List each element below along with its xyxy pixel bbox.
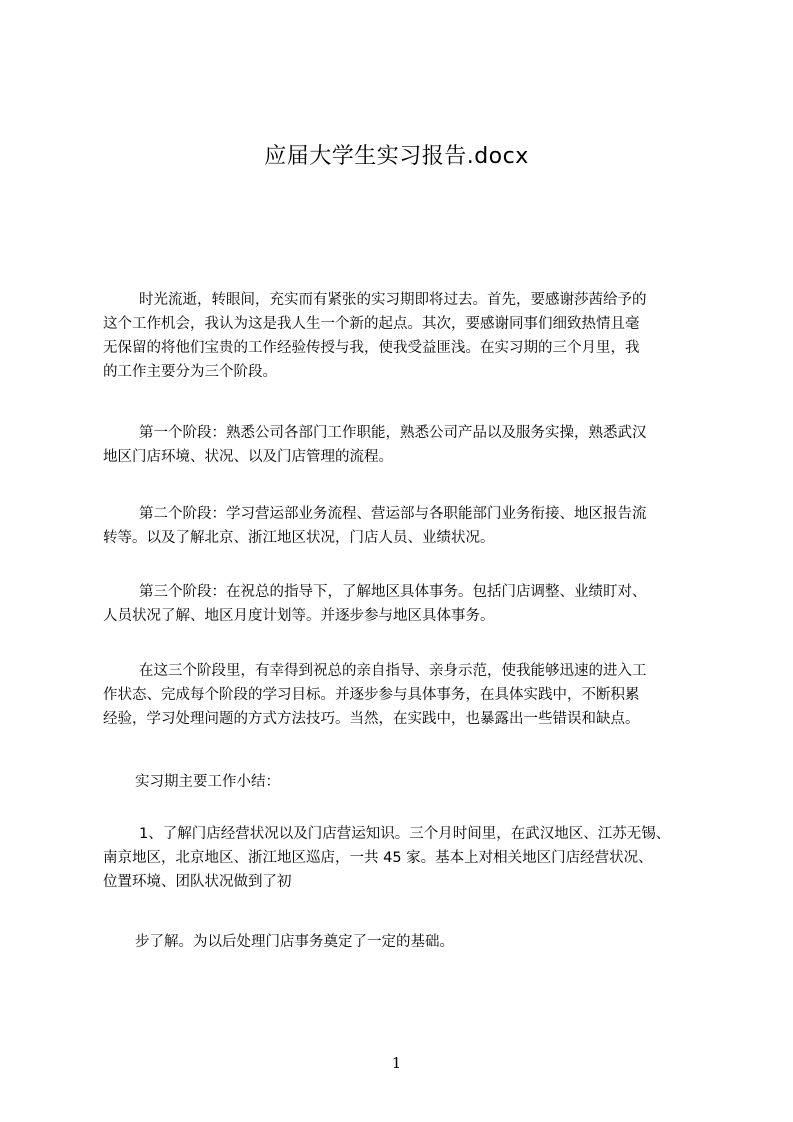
paragraph-stage-one <box>103 421 703 469</box>
document-title: 应届大学生实习报告.docx <box>264 144 529 169</box>
paragraph-intro <box>103 288 703 384</box>
paragraph-summary-stages <box>103 659 703 731</box>
paragraph-item-one <box>103 822 703 894</box>
paragraph-line: 在这三个阶段里，有幸得到祝总的亲自指导、亲身示范，使我能够迅速的进入工 <box>139 663 647 679</box>
paragraph-line: 的工作主要分为三个阶段。 <box>103 364 277 380</box>
paragraph-line: 作状态、完成每个阶段的学习目标。并逐步参与具体事务，在具体实践中，不断积累 <box>103 687 640 703</box>
paragraph-line: 第三个阶段：在祝总的指导下，了解地区具体事务。包括门店调整、业绩盯对、 <box>139 584 647 600</box>
paragraph-line: 位置环境、团队状况做到了初 <box>103 874 292 890</box>
paragraph-line: 时光流逝，转眼间，充实而有紧张的实习期即将过去。首先，要感谢莎茜给予的 <box>139 292 647 308</box>
paragraph-line: 实习期主要工作小结： <box>135 774 280 790</box>
paragraph-line: 第一个阶段：熟悉公司各部门工作职能，熟悉公司产品以及服务实操，熟悉武汉 <box>139 425 647 441</box>
paragraph-line: 地区门店环境、状况、以及门店管理的流程。 <box>103 449 393 465</box>
page-number: 1 <box>391 1054 402 1072</box>
paragraph-line: 这个工作机会，我认为这是我人生一个新的起点。其次，要感谢同事们细致热情且毫 <box>103 316 640 332</box>
paragraph-line: 第二个阶段：学习营运部业务流程、营运部与各职能部门业务衔接、地区报告流 <box>139 506 647 522</box>
paragraph-item-one-continued <box>103 930 703 954</box>
paragraph-line: 1、了解门店经营状况以及门店营运知识。三个月时间里，在武汉地区、江苏无锡、 <box>139 826 671 842</box>
paragraph-line: 经验，学习处理问题的方式方法技巧。当然，在实践中，也暴露出一些错误和缺点。 <box>103 711 640 727</box>
paragraph-line: 人员状况了解、地区月度计划等。并逐步参与地区具体事务。 <box>103 608 495 624</box>
paragraph-stage-three <box>103 580 703 628</box>
paragraph-line: 步了解。为以后处理门店事务奠定了一定的基础。 <box>135 934 454 950</box>
paragraph-line: 无保留的将他们宝贵的工作经验传授与我，使我受益匪浅。在实习期的三个月里，我 <box>103 340 640 356</box>
paragraph-line: 转等。以及了解北京、浙江地区状况，门店人员、业绩状况。 <box>103 530 495 546</box>
paragraph-line: 南京地区，北京地区、浙江地区巡店，一共 45 家。基本上对相关地区门店经营状况、 <box>103 850 653 866</box>
section-heading-work-summary <box>103 770 703 794</box>
paragraph-stage-two <box>103 502 703 550</box>
